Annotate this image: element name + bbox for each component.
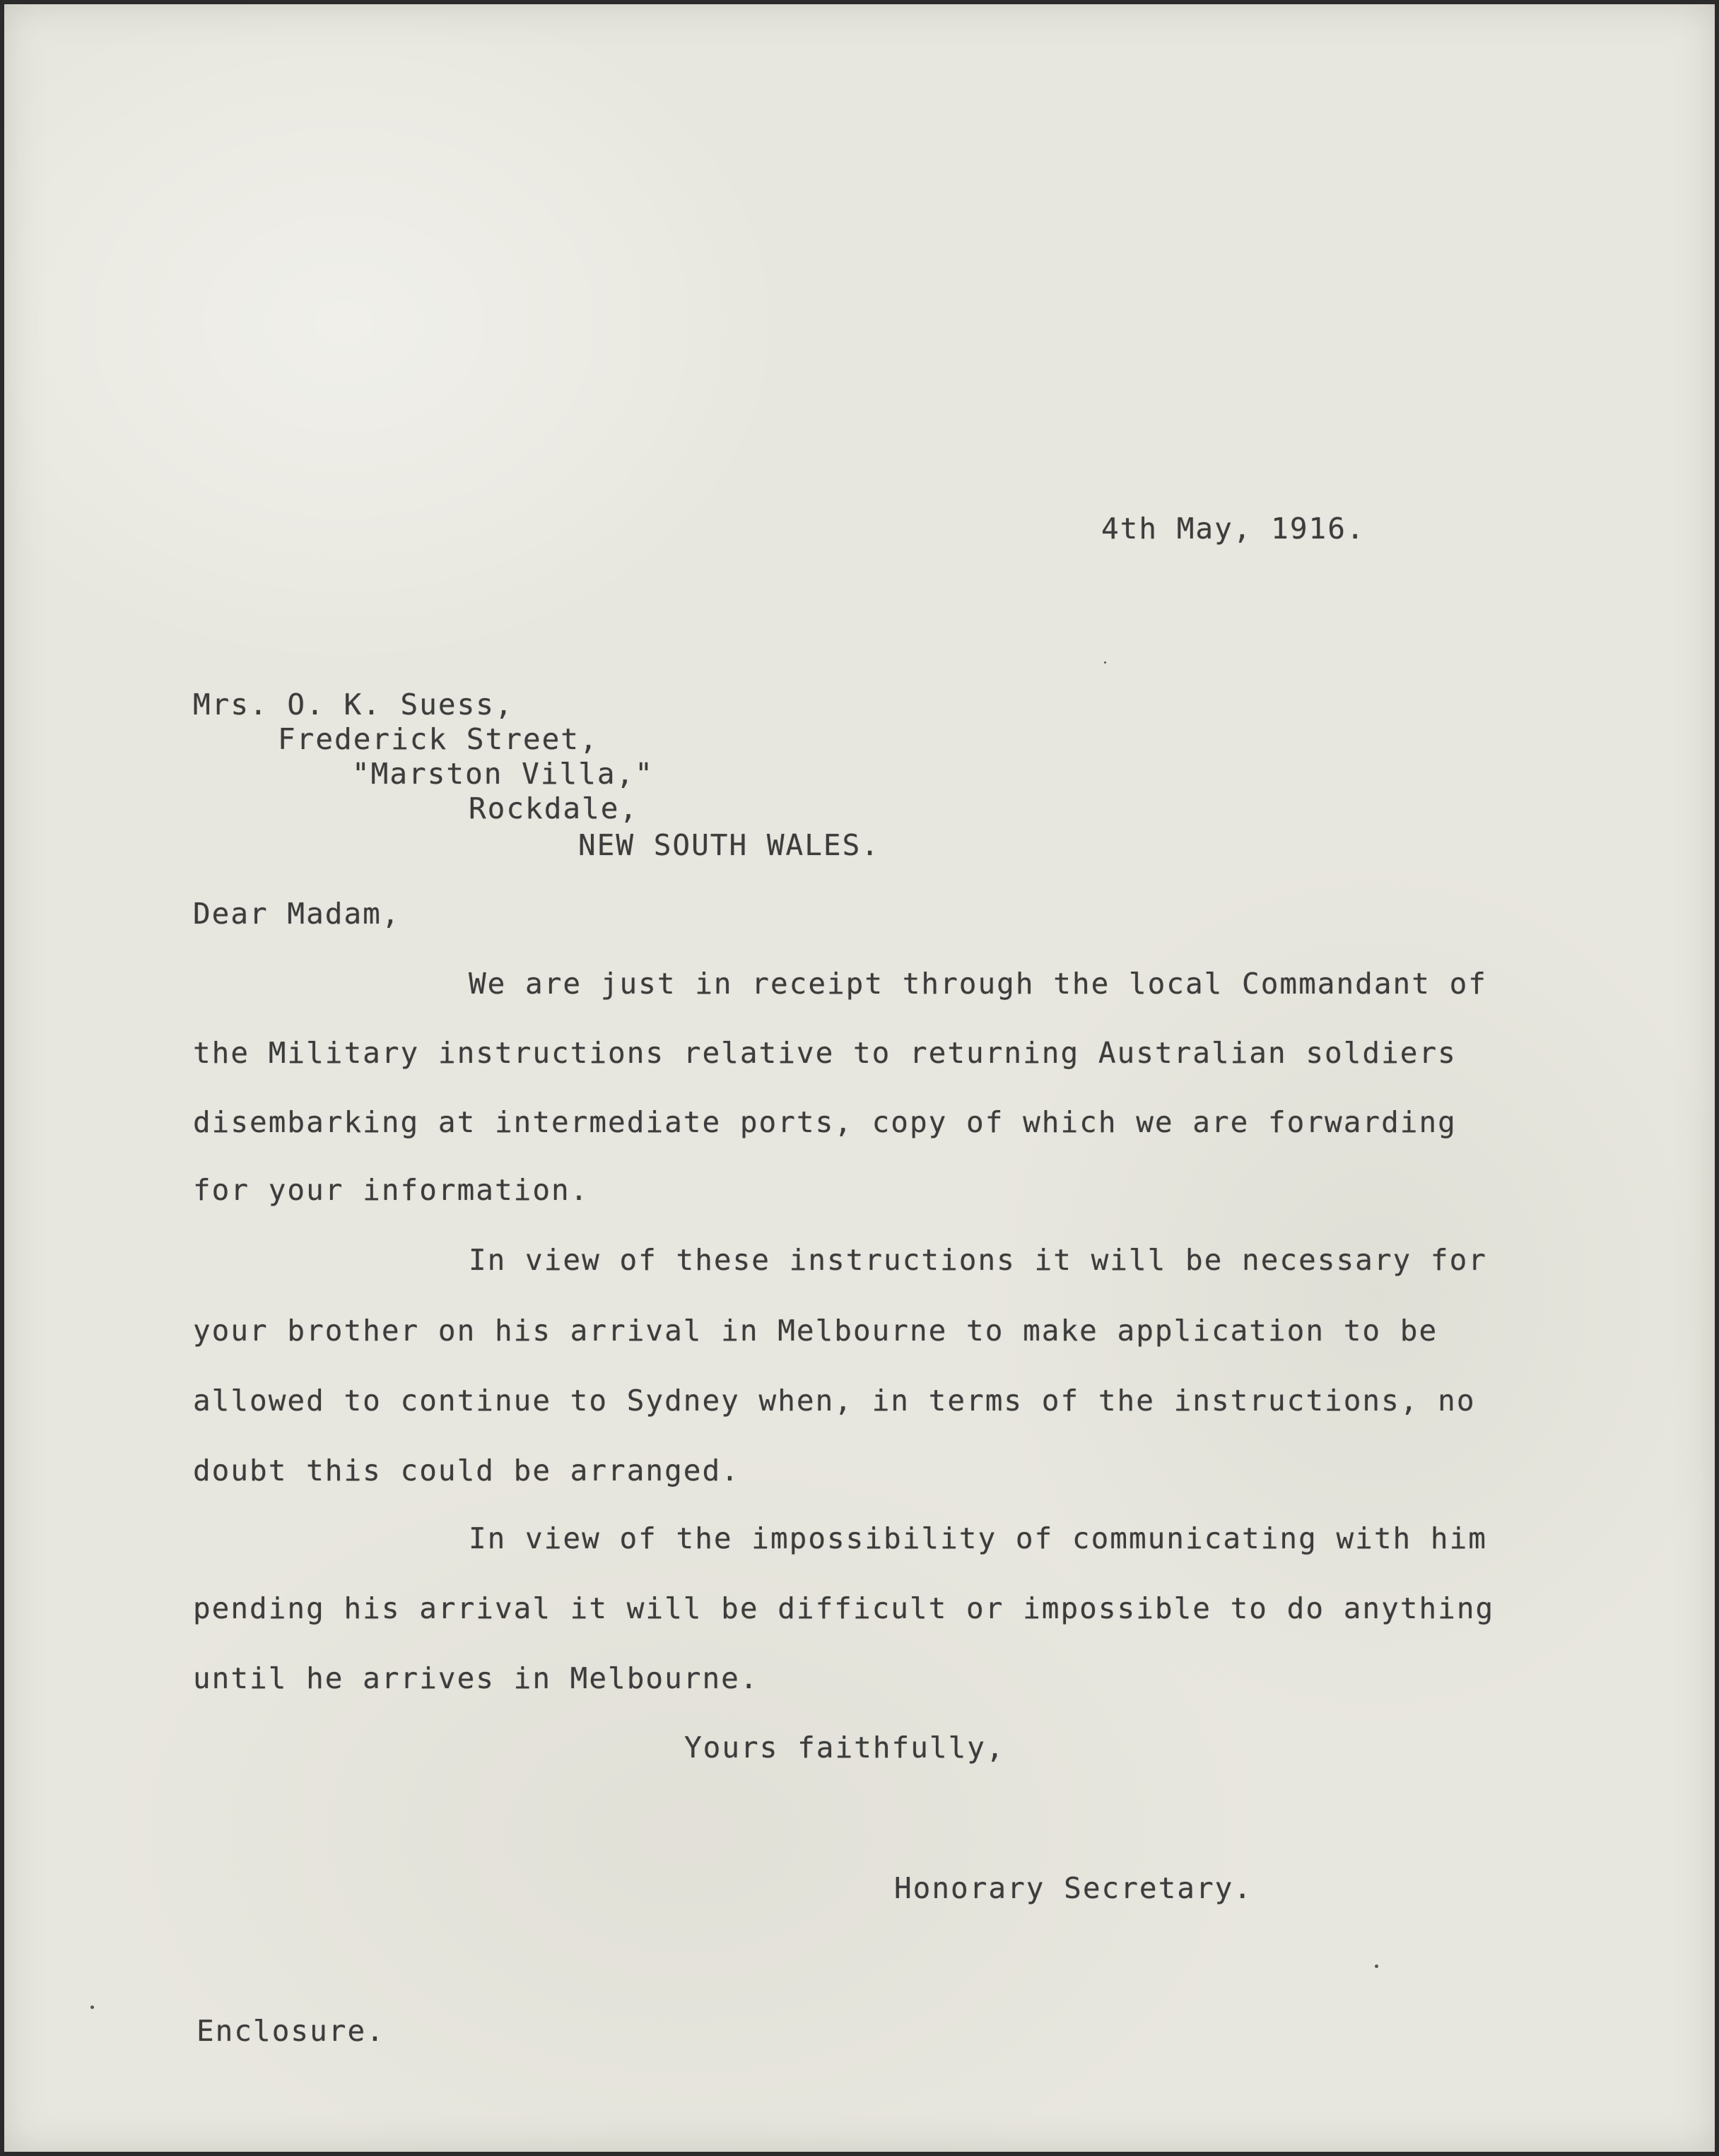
address-line-name: Mrs. O. K. Suess, [193, 688, 514, 721]
paragraph-line: doubt this could be arranged. [193, 1454, 740, 1488]
enclosure-note: Enclosure. [196, 2014, 385, 2048]
paragraph-line: your brother on his arrival in Melbourne to make application to be [193, 1314, 1438, 1348]
ink-speck [90, 2005, 94, 2009]
address-line-street: Frederick Street, [278, 722, 599, 756]
salutation: Dear Madam, [193, 897, 401, 931]
closing: Yours faithfully, [684, 1731, 1005, 1765]
signature-title: Honorary Secretary. [894, 1871, 1252, 1905]
ink-speck [1104, 661, 1106, 664]
address-line-villa: "Marston Villa," [352, 757, 654, 791]
ink-speck [1375, 1964, 1378, 1968]
paragraph-line: In view of the impossibility of communicating with him [469, 1521, 1487, 1555]
paragraph-line: disembarking at intermediate ports, copy of which we are forwarding [193, 1105, 1457, 1139]
address-line-suburb: Rockdale, [469, 791, 639, 825]
paragraph-line: until he arrives in Melbourne. [193, 1661, 759, 1695]
paragraph-line: for your information. [193, 1173, 589, 1207]
paragraph-line: pending his arrival it will be difficult or impossible to do anything [193, 1591, 1495, 1625]
letter-date: 4th May, 1916. [1101, 512, 1366, 546]
paragraph-line: We are just in receipt through the local Commandant of [469, 967, 1487, 1001]
paragraph-line: allowed to continue to Sydney when, in terms of the instructions, no [193, 1384, 1476, 1418]
paragraph-line: In view of these instructions it will be necessary for [469, 1243, 1487, 1277]
paragraph-line: the Military instructions relative to returning Australian soldiers [193, 1036, 1457, 1070]
address-line-state: NEW SOUTH WALES. [578, 828, 880, 862]
